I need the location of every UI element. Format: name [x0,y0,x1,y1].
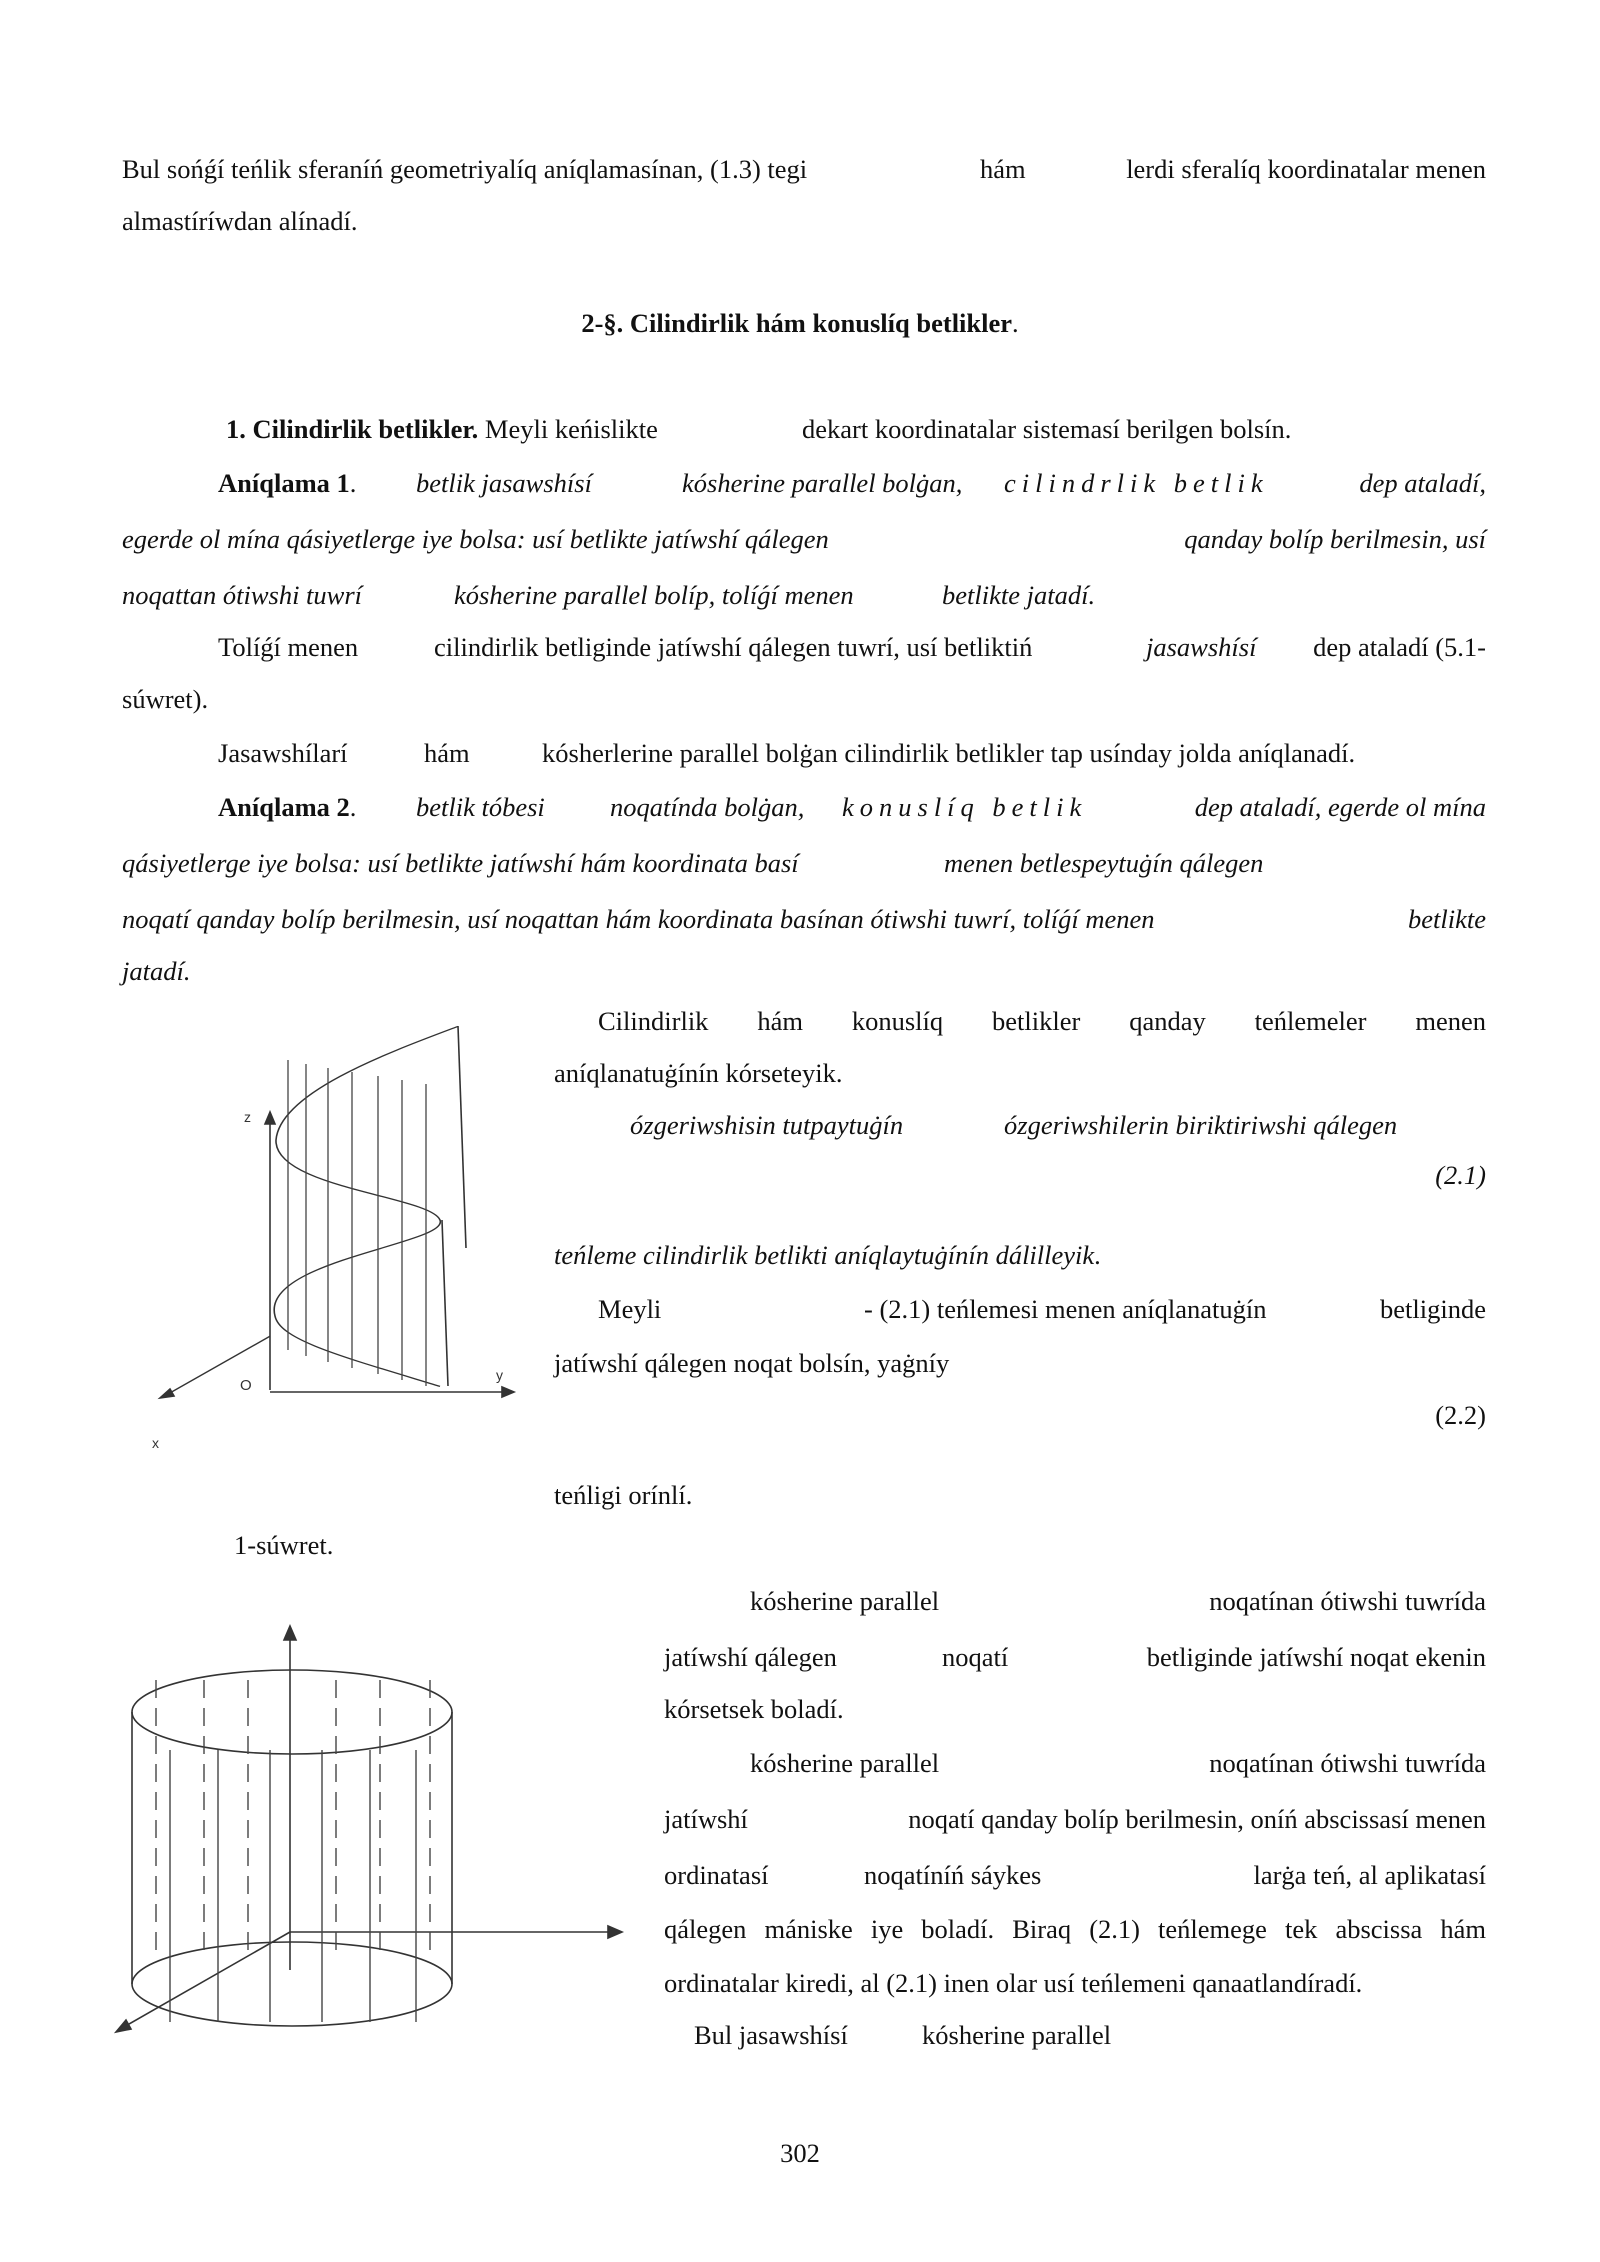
right2-l2b: noqatí [942,1642,1009,1672]
right2-l4a: kósherine parallel [750,1748,940,1778]
right2-l2c: betliginde jatíwshí noqat ekenin [1146,1642,1486,1672]
right1-line6: jatíwshí qálegen noqat bolsín, yaġníy [554,1348,950,1378]
section-title-text: 2-§. Cilindirlik hám konuslíq betlikler [581,308,1013,338]
right2-l6b: noqatíníń sáykes [864,1860,1042,1890]
right1-eq1: (2.1) [1435,1160,1486,1190]
def1-line2 [122,522,1486,556]
para2-text-c: jasawshísí [1146,632,1257,662]
def1-line3 [122,578,1486,612]
fig2-top-ellipse [132,1670,452,1754]
right2-line7 [664,1912,1486,1946]
def1-l3a: noqattan ótiwshi tuwrí [122,580,363,610]
right2-line3: kórsetsek boladí. [664,1694,844,1724]
def1-l3b: kósherine parallel bolíp, tolíǵí menen [454,580,854,610]
right1-l3b: ózgeriwshilerin biriktiriwshi qálegen [1004,1110,1398,1140]
right2-line6 [664,1858,1486,1892]
para1-line1 [122,152,1486,186]
para2-line1 [218,630,1486,664]
def2-text-a: betlik tóbesi [416,792,545,822]
right2-l2a: jatíwshí qálegen [664,1642,837,1672]
right2-line8: ordinatalar kiredi, al (2.1) inen olar usí teńlemeni qanaatlandíradí. [664,1968,1363,1998]
right1-l5a: Meyli [598,1294,662,1324]
fig1-surface-edge [458,1026,466,1248]
page-number: 302 [780,2138,820,2168]
sub1-text-a: Meyli keńislikte [484,414,658,444]
right2-l4b: noqatínan ótiwshi tuwrída [1209,1748,1486,1778]
right1-eq2: (2.2) [1435,1400,1486,1430]
right2-l9a: Bul jasawshísí [694,2020,848,2050]
def2-line1 [218,790,1486,824]
figure-1 [140,1020,560,1451]
fig1-x-axis [162,1336,270,1397]
figure-2 [100,1620,600,2050]
def2-line2 [122,846,1486,880]
right1-line7: teńligi orínlí. [554,1480,693,1510]
fig1-z-arrow [265,1112,275,1124]
right2-l5a: jatíwshí [664,1804,748,1834]
para1-text-a: Bul sońǵí teńlik sferaníń geometriyalíq aníqlamasínan, (1.3) tegi [122,154,808,184]
right2-l1a: kósherine parallel [750,1586,940,1616]
def2-term: konuslíq betlik [842,792,1088,822]
para1-line2: almastíríwdan alínadí. [122,206,358,236]
sub1-line [226,412,1292,446]
right2-line5 [664,1802,1486,1836]
para3-line [218,736,1486,770]
def1-l3c: betlikte jatadí. [942,580,1096,610]
def2-l3b: betlikte [1408,904,1486,934]
right2-l1b: noqatínan ótiwshi tuwrída [1209,1586,1486,1616]
def2-label: Aníqlama 2 [218,792,350,822]
right1-l5c: betliginde [1380,1294,1486,1324]
right2-l9b: kósherine parallel [922,2020,1112,2050]
fig1-surface-curve [274,1026,458,1386]
fig1-label-origin: O [240,1377,252,1394]
right1-line4 [554,1238,1101,1272]
fig1-x-arrow [160,1389,174,1398]
para2-line2: súwret). [122,684,209,714]
para3-text-a: Jasawshílarí [218,738,348,768]
fig1-surface-edge-right [442,1220,448,1386]
fig2-x-axis [122,1932,290,2028]
sub1-heading: 1. Cilindirlik betlikler. [226,414,479,444]
def1-text-c: dep ataladí, [1359,468,1486,498]
para2-text-d: dep ataladí (5.1- [1313,632,1486,662]
para2-text-a: Tolíǵí menen [218,632,359,662]
right2-l7: qálegen mániske iye boladí. Biraq (2.1) teńlemege tek abscissa hám [664,1914,1486,1944]
para1-text-b: hám [980,154,1026,184]
fig2-y-arrow [608,1926,622,1938]
def1-label: Aníqlama 1 [218,468,350,498]
fig2-z-arrow [284,1626,296,1640]
def1-text-a: betlik jasawshísí [416,468,592,498]
right1-l5b: - (2.1) teńlemesi menen aníqlanatuġín [864,1294,1267,1324]
fig2-bottom-ellipse [132,1942,452,2026]
def2-l2b: menen betlespeytuġín qálegen [944,848,1264,878]
para2-text-b: cilindirlik betliginde jatíwshí qálegen tuwrí, usí betliktiń [434,632,1033,662]
def2-text-b: noqatínda bolġan, [610,792,805,822]
fig2-x-arrow [116,2020,131,2032]
fig1-label-x: x [152,1435,159,1451]
def1-line1 [218,466,1486,500]
def1-term: cilindrlik betlik [1004,468,1269,498]
def2-l3: noqatí qanday bolíp berilmesin, usí noqattan hám koordinata basínan ótiwshi tuwrí, tolíǵí menen [122,904,1155,934]
def2-line4: jatadí. [122,956,191,986]
def2-line3 [122,902,1486,936]
def1-l2b: qanday bolíp berilmesin, usí [1184,524,1486,554]
fig1-label-y: y [496,1367,503,1383]
right1-l3a: ózgeriwshisin tutpaytuġín [630,1110,904,1140]
def2-text-c: dep ataladí, egerde ol mína [1194,792,1486,822]
fig1-label-z: z [244,1109,251,1125]
def1-l2a: egerde ol mína qásiyetlerge iye bolsa: usí betlikte jatíwshí qálegen [122,524,829,554]
section-title-tail: . [1012,308,1019,338]
right1-line2: aníqlanatuġínín kórseteyik. [554,1058,843,1088]
right1-l4dot: . [1094,1240,1101,1270]
right2-l6c: larġa teń, al aplikatasí [1253,1860,1486,1890]
para3-text-b: hám [424,738,470,768]
right2-l5b: noqatí qanday bolíp berilmesin, oníń abscissasí menen [908,1804,1486,1834]
right1-l4: teńleme cilindirlik betlikti aníqlaytuġínín dálilleyik [554,1240,1095,1270]
right1-l1: Cilindirlik hám konuslíq betlikler qanday teńlemeler menen [598,1006,1486,1036]
sub1-text-b: dekart koordinatalar sistemasí berilgen bolsín. [802,414,1292,444]
para1-text-c: lerdi sferalíq koordinatalar menen [1126,154,1486,184]
fig1-y-arrow [502,1387,514,1397]
right2-l6a: ordinatasí [664,1860,769,1890]
def2-dot: . [349,792,357,822]
para3-text-c: kósherlerine parallel bolġan cilindirlik betlikler tap usínday jolda aníqlanadí. [542,738,1356,768]
def2-l2a: qásiyetlerge iye bolsa: usí betlikte jatíwshí hám koordinata basí [122,848,799,878]
right2-line2 [664,1640,1486,1674]
def1-text-b: kósherine parallel bolġan, [682,468,963,498]
section-title [0,306,1600,340]
def1-dot: . [349,468,357,498]
fig1-caption: 1-súwret. [234,1530,334,1560]
